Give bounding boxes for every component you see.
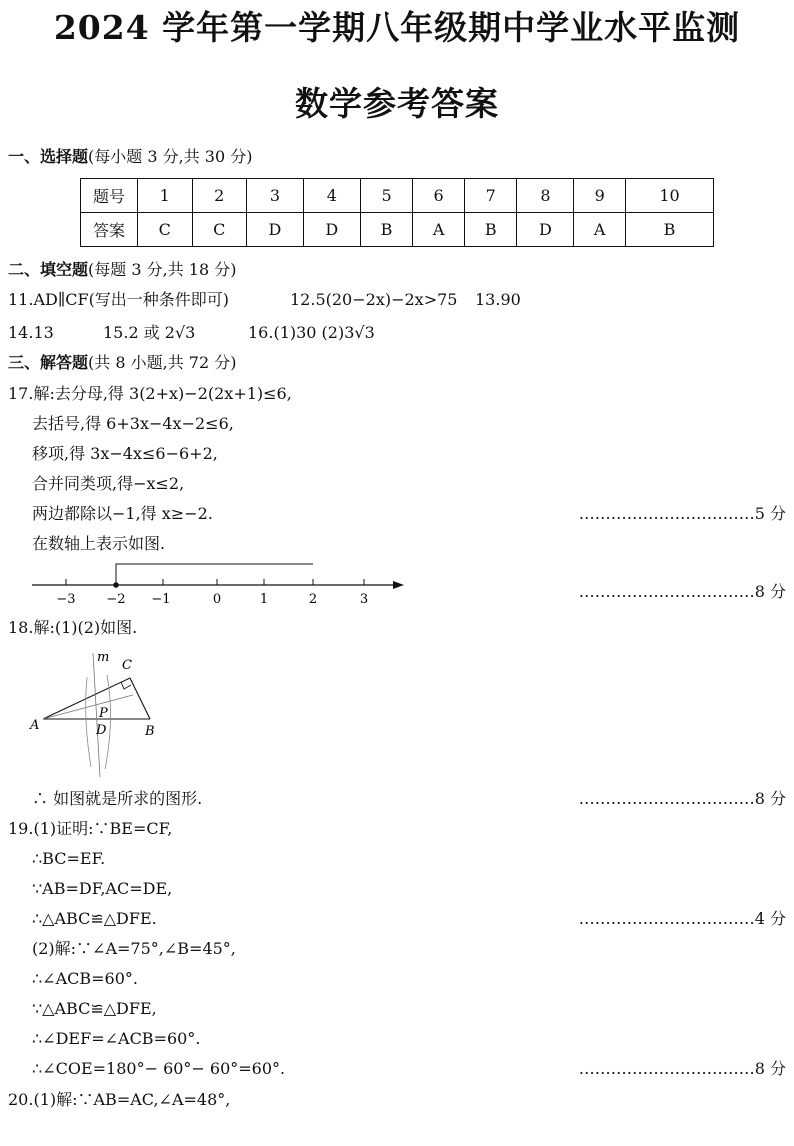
label-a: A: [30, 718, 40, 733]
q20-line: 20.(1)解:∵AB=AC,∠A=48°,: [8, 1090, 231, 1109]
q18-score: ……………………………8 分: [578, 789, 786, 808]
answer-q15: 15.2 或 2√3: [103, 323, 196, 342]
answer-cell: A: [413, 213, 465, 247]
question-cell: 8: [517, 179, 574, 213]
section3-heading: 三、解答题: [8, 353, 89, 372]
tick-label: 1: [259, 592, 269, 607]
answer-cell: D: [303, 213, 360, 247]
section3-heading-row: [8, 353, 236, 373]
q18-line: 18.解:(1)(2)如图.: [8, 618, 138, 637]
question-cell: 9: [574, 179, 626, 213]
tick-label: −3: [56, 592, 76, 607]
section2-note: (每题 3 分,共 18 分): [88, 260, 237, 279]
construction-arc: [86, 677, 91, 767]
table-row-questions: [81, 179, 714, 213]
segment-cb: [130, 678, 150, 719]
label-m: m: [97, 650, 110, 665]
section2-heading: 二、填空题: [8, 260, 89, 279]
tick-label: −1: [151, 592, 171, 607]
section1-heading: 一、选择题: [8, 147, 89, 166]
question-cell: 3: [247, 179, 304, 213]
q17-line: 合并同类项,得−x≤2,: [32, 474, 185, 493]
q18-conclusion: ∴ 如图就是所求的图形.: [32, 789, 203, 808]
answer-q14: 14.13: [8, 323, 54, 342]
section3-note: (共 8 小题,共 72 分): [88, 353, 237, 372]
q17-line: 移项,得 3x−4x≤6−6+2,: [32, 444, 218, 463]
table-row-answers: [81, 213, 714, 247]
q17-score-2: ……………………………8 分: [578, 582, 786, 601]
solution-ray: [116, 564, 313, 585]
q19-line: ∴∠DEF=∠ACB=60°.: [32, 1029, 201, 1048]
row-header-answers: 答案: [81, 213, 138, 247]
label-b: B: [145, 724, 155, 739]
q17-line: 17.解:去分母,得 3(2+x)−2(2x+1)≤6,: [8, 384, 292, 403]
question-cell: 7: [464, 179, 517, 213]
answer-cell: B: [464, 213, 517, 247]
question-cell: 5: [360, 179, 413, 213]
answer-cell: C: [192, 213, 247, 247]
question-cell: 2: [192, 179, 247, 213]
q17-line: 在数轴上表示如图.: [32, 534, 166, 553]
answer-cell: C: [138, 213, 193, 247]
angle-bisector-line: [43, 695, 133, 719]
q19-line: ∴∠COE=180°− 60°− 60°=60°.: [32, 1059, 286, 1078]
tick-label: 0: [212, 592, 222, 607]
answer-q11: 11.AD∥CF(写出一种条件即可): [8, 290, 230, 309]
q19-score-1: ……………………………4 分: [578, 909, 786, 928]
solution-endpoint-dot: [113, 582, 119, 588]
page-title: 2024 学年第一学期八年级期中学业水平监测: [53, 8, 741, 47]
q17-line: 两边都除以−1,得 x≥−2.: [32, 504, 213, 523]
tick-label: 2: [308, 592, 318, 607]
q19-line: 19.(1)证明:∵BE=CF,: [8, 819, 173, 838]
page-subtitle: 数学参考答案: [295, 84, 499, 123]
answer-cell: A: [574, 213, 626, 247]
question-cell: 4: [303, 179, 360, 213]
answer-q16: 16.(1)30 (2)3√3: [248, 323, 375, 342]
question-cell: 10: [626, 179, 714, 213]
answer-q13: 13.90: [475, 290, 521, 309]
question-cell: 6: [413, 179, 465, 213]
section1-note: (每小题 3 分,共 30 分): [88, 147, 253, 166]
q19-line: ∴BC=EF.: [32, 849, 106, 868]
q19-line: ∴△ABC≌△DFE.: [32, 909, 157, 928]
right-angle-mark: [121, 682, 131, 689]
question-cell: 1: [138, 179, 193, 213]
section2-heading-row: [8, 260, 236, 280]
row-header-questions: 题号: [81, 179, 138, 213]
answer-cell: B: [360, 213, 413, 247]
tick-label: 3: [359, 592, 369, 607]
q19-line: (2)解:∵∠A=75°,∠B=45°,: [32, 939, 236, 958]
label-p: P: [99, 706, 108, 721]
label-d: D: [96, 723, 107, 738]
answer-cell: D: [517, 213, 574, 247]
answer-cell: D: [247, 213, 304, 247]
q19-score-2: ……………………………8 分: [578, 1059, 786, 1078]
answer-cell: B: [626, 213, 714, 247]
q19-line: ∵AB=DF,AC=DE,: [32, 879, 173, 898]
tick-label: −2: [106, 592, 126, 607]
number-line: [0, 555, 420, 615]
q18-construction-figure: [25, 645, 175, 780]
answer-table: [80, 178, 714, 247]
section1-heading-row: [8, 147, 252, 167]
q19-line: ∵△ABC≌△DFE,: [32, 999, 157, 1018]
q17-line: 去括号,得 6+3x−4x−2≤6,: [32, 414, 234, 433]
answer-q12: 12.5(20−2x)−2x>75: [290, 290, 458, 309]
q17-score-1: ……………………………5 分: [578, 504, 786, 523]
q19-line: ∴∠ACB=60°.: [32, 969, 138, 988]
label-c: C: [122, 658, 132, 673]
number-line-arrow-icon: [393, 581, 404, 589]
